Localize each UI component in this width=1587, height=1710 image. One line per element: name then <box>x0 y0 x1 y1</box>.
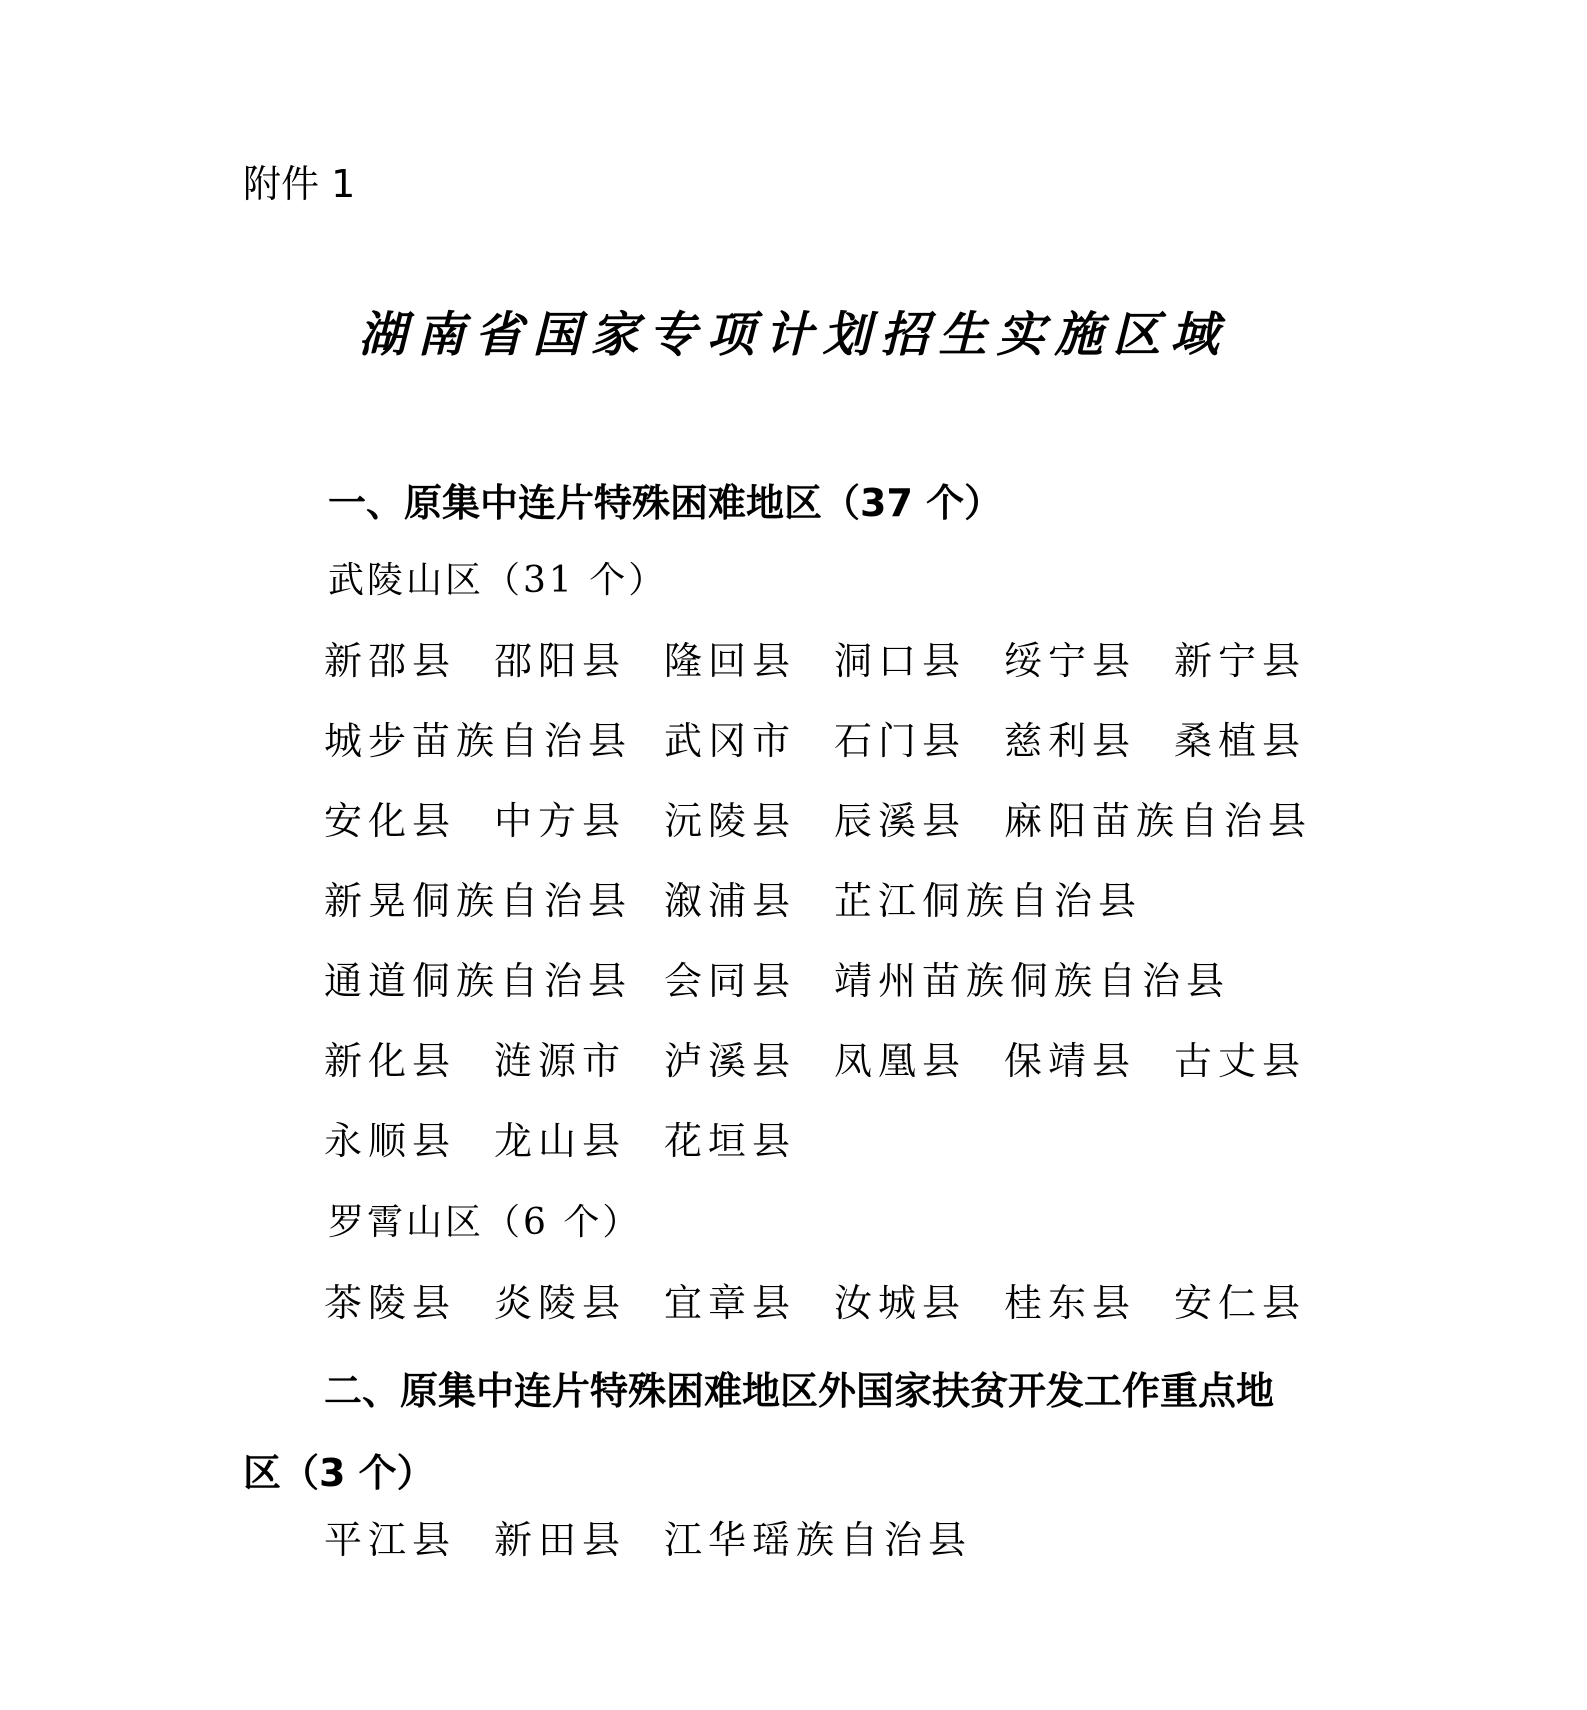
county-name: 新晃侗族自治县 <box>324 879 633 923</box>
county-name: 绥宁县 <box>1004 639 1137 683</box>
county-row <box>324 1036 1424 1086</box>
luoxiao-mountain-heading: 罗霄山区（6 个） <box>328 1202 642 1243</box>
county-name: 新邵县 <box>324 639 457 683</box>
county-name: 新宁县 <box>1174 639 1307 683</box>
county-name: 城步苗族自治县 <box>324 719 633 763</box>
county-row <box>324 636 1424 686</box>
county-name: 宜章县 <box>664 1281 797 1325</box>
county-name: 桂东县 <box>1004 1281 1137 1325</box>
county-name: 龙山县 <box>494 1119 627 1163</box>
county-name: 保靖县 <box>1004 1039 1137 1083</box>
county-name: 靖州苗族侗族自治县 <box>834 959 1231 1003</box>
county-row <box>324 956 1424 1006</box>
county-row <box>324 716 1424 766</box>
county-name: 溆浦县 <box>664 879 797 923</box>
county-name: 涟源市 <box>494 1039 627 1083</box>
county-name: 江华瑶族自治县 <box>664 1518 973 1562</box>
attachment-label: 附件 1 <box>243 162 356 206</box>
section-2-heading-line-2: 区（3 个） <box>243 1451 435 1495</box>
county-name: 麻阳苗族自治县 <box>1004 799 1313 843</box>
county-name: 新化县 <box>324 1039 457 1083</box>
county-name: 慈利县 <box>1004 719 1137 763</box>
county-name: 通道侗族自治县 <box>324 959 633 1003</box>
county-name: 桑植县 <box>1174 719 1307 763</box>
county-name: 茶陵县 <box>324 1281 457 1325</box>
document-title: 湖南省国家专项计划招生实施区域 <box>358 307 1229 363</box>
county-name: 永顺县 <box>324 1119 457 1163</box>
county-name: 安化县 <box>324 799 457 843</box>
county-name: 炎陵县 <box>494 1281 627 1325</box>
county-name: 安仁县 <box>1174 1281 1307 1325</box>
county-name: 新田县 <box>494 1518 627 1562</box>
county-row <box>324 1116 1424 1166</box>
county-name: 会同县 <box>664 959 797 1003</box>
county-name: 中方县 <box>494 799 627 843</box>
county-row <box>324 876 1424 926</box>
county-name: 隆回县 <box>664 639 797 683</box>
county-name: 古丈县 <box>1174 1039 1307 1083</box>
county-name: 凤凰县 <box>834 1039 967 1083</box>
county-row <box>324 1278 1424 1328</box>
county-name: 泸溪县 <box>664 1039 797 1083</box>
county-name: 武冈市 <box>664 719 797 763</box>
county-name: 辰溪县 <box>834 799 967 843</box>
county-name: 芷江侗族自治县 <box>834 879 1143 923</box>
section-2-heading-line-1: 二、原集中连片特殊困难地区外国家扶贫开发工作重点地 <box>324 1369 1275 1413</box>
county-row <box>324 796 1424 846</box>
county-row <box>324 1515 1424 1565</box>
county-name: 邵阳县 <box>494 639 627 683</box>
section-1-heading: 一、原集中连片特殊困难地区（37 个） <box>328 481 1003 525</box>
county-name: 汝城县 <box>834 1281 967 1325</box>
county-name: 花垣县 <box>664 1119 797 1163</box>
county-name: 石门县 <box>834 719 967 763</box>
wuling-mountain-heading: 武陵山区（31 个） <box>328 560 668 601</box>
county-name: 沅陵县 <box>664 799 797 843</box>
county-name: 洞口县 <box>834 639 967 683</box>
county-name: 平江县 <box>324 1518 457 1562</box>
